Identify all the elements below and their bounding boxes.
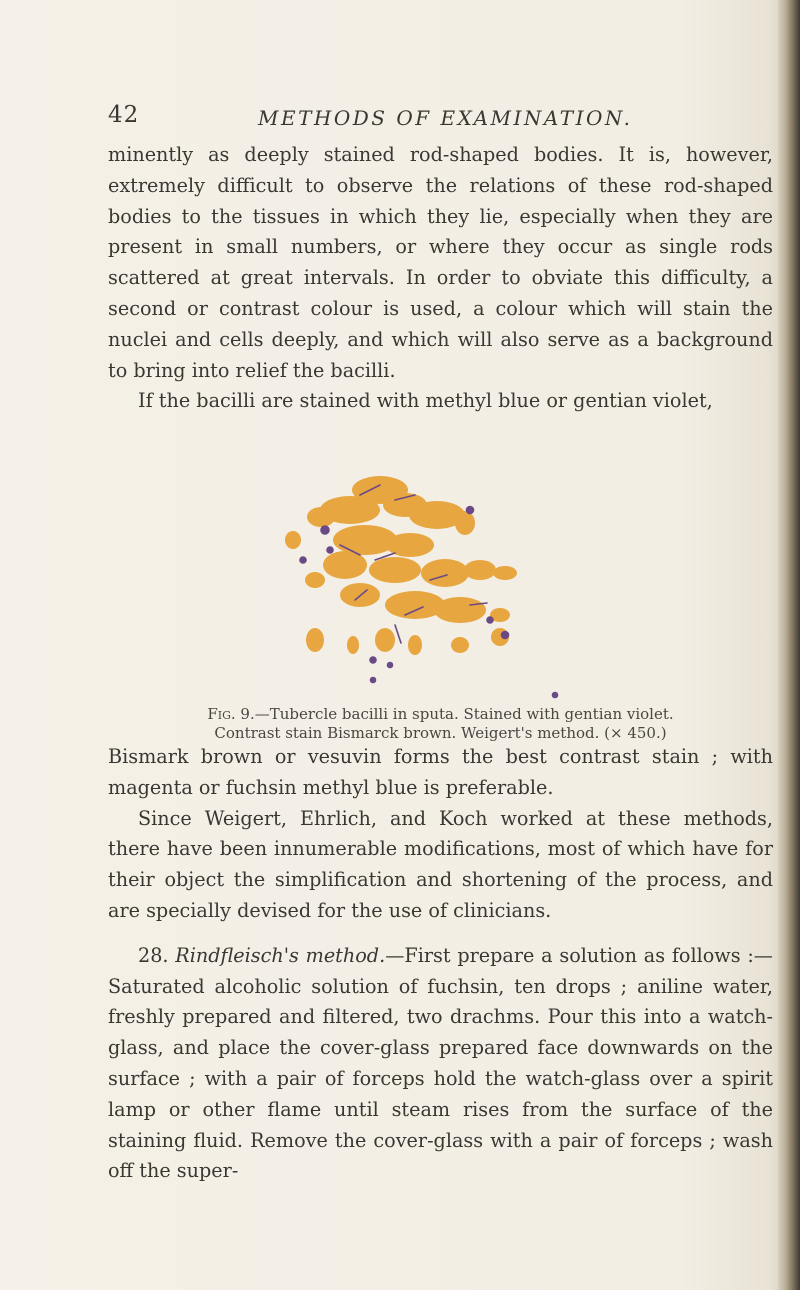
section-text: —First prepare a solution as follows :—Saturated alcoholic solution of fuchsin, ten drops ; aniline water, freshly prepared and filtered, two drachms. Pour this into a watch-glass, and place the cover-glass prepared face downwards on the surface ; with a pair of forceps hold the watch-glass over a spirit lamp or other flame until steam rises from the surface of the staining fluid. Remove the cover-glass with a pair of forceps ; wash off the super- — [108, 943, 773, 1183]
paragraph: minently as deeply stained rod-shaped bodies. It is, however, extremely difficult to observe the relations of these rod-shaped bodies to the tissues in which they lie, especially when they are present in small numbers, or where they occur as single rods scattered at great intervals. In order to obviate this difficulty, a second or contrast colour is used, a colour which will stain the nuclei and cells deeply, and which will also serve as a background to bring into relief the bacilli. — [108, 143, 773, 382]
figure-illustration — [255, 455, 565, 700]
page-spine-shadow — [778, 0, 800, 1290]
caption-line-1: —Tubercle bacilli in sputa. Stained with gentian violet. — [254, 705, 674, 723]
page-number: 42 — [108, 102, 140, 128]
body-text-bottom — [108, 742, 773, 1187]
figure-label: Fig. 9. — [207, 705, 255, 723]
running-head: METHODS OF EXAMINATION. — [258, 106, 633, 130]
figure-caption — [108, 705, 773, 743]
caption-line-2: Contrast stain Bismarck brown. Weigert's method. (× 450.) — [214, 724, 667, 742]
section-number: 28. — [138, 943, 169, 967]
paragraph: Since Weigert, Ehrlich, and Koch worked at these methods, there have been innumerable modifications, most of which have for their object the simplification and shortening of the process, and are specially devised for the use of clinicians. — [108, 806, 773, 922]
paragraph: If the bacilli are stained with methyl blue or gentian violet, — [138, 389, 713, 413]
body-text-top — [108, 140, 773, 417]
page-header — [108, 102, 778, 142]
section-title: Rindfleisch's method. — [175, 943, 386, 967]
stained-cells — [285, 476, 517, 655]
paragraph: Bismark brown or vesuvin forms the best contrast stain ; with magenta or fuchsin methyl blue is preferable. — [108, 745, 773, 799]
section-paragraph — [108, 941, 773, 1187]
